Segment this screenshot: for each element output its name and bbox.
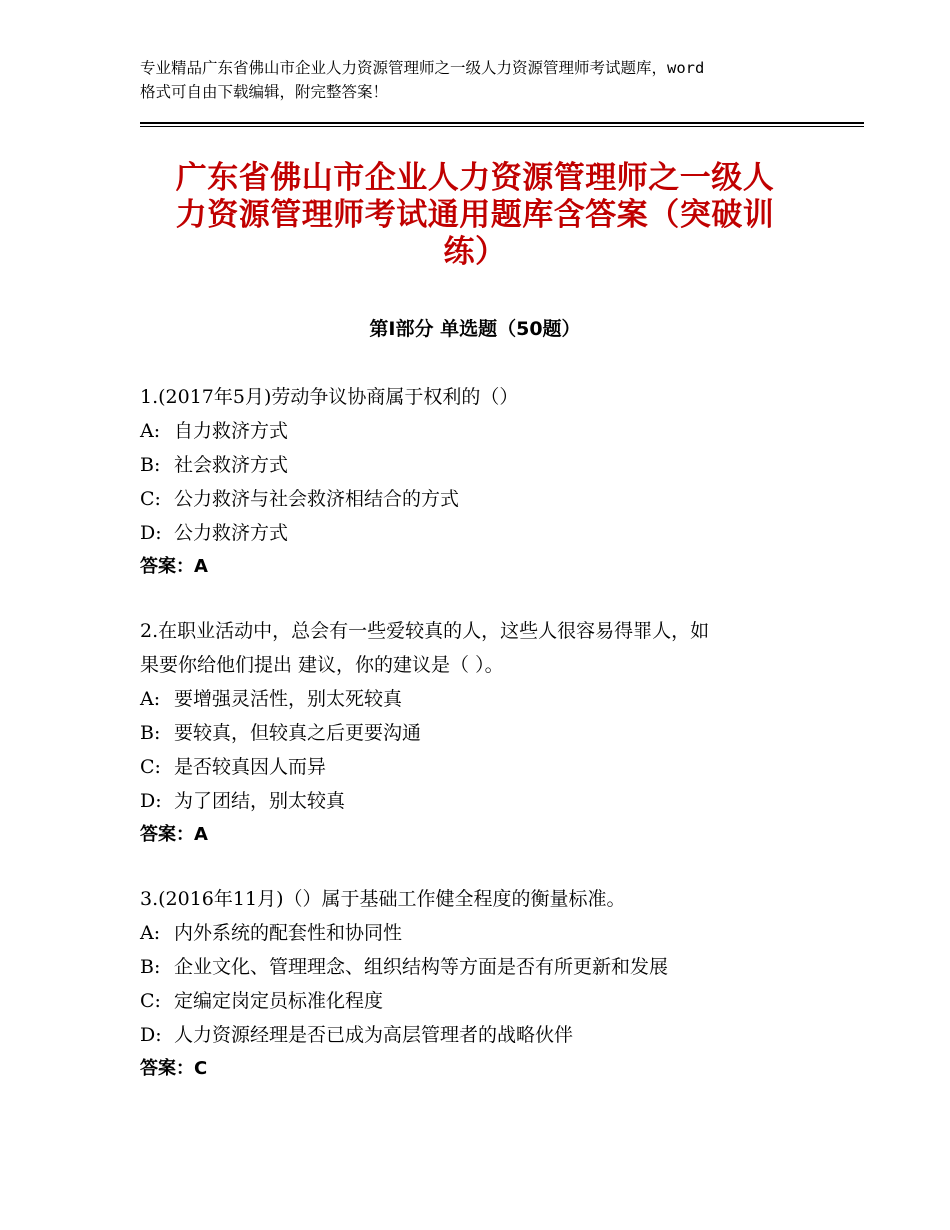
option-letter: D: [140, 522, 162, 544]
option-letter: D: [140, 790, 162, 812]
question-list [140, 380, 820, 1116]
question-2 [140, 614, 820, 852]
option-letter: A: [140, 922, 161, 944]
option-text: 人力资源经理是否已成为高层管理者的战略伙伴 [174, 1024, 574, 1046]
header-note-line-2: 格式可自由下载编辑，附完整答案！ [140, 83, 389, 101]
option-letter: D: [140, 1024, 162, 1046]
option-text: 要较真，但较真之后更要沟通 [174, 722, 422, 744]
question-1-stem: 1.(2017年5月)劳动争议协商属于权利的（） [140, 386, 519, 408]
question-3-option-d [140, 1018, 820, 1052]
option-text: 要增强灵活性，别太死较真 [174, 688, 403, 710]
option-letter: C: [140, 756, 161, 778]
question-3-option-c [140, 984, 820, 1018]
option-letter: A: [140, 688, 161, 710]
question-1-answer: 答案：A [140, 556, 208, 577]
question-2-stem-line-2: 果要你给他们提出 建议，你的建议是（ ）。 [140, 654, 504, 676]
option-text: 自力救济方式 [174, 420, 289, 442]
document-title [130, 160, 820, 271]
document-title-line-1: 广东省佛山市企业人力资源管理师之一级人 [175, 160, 775, 196]
header-divider-thick [140, 122, 864, 124]
question-3-option-a [140, 916, 820, 950]
option-letter: B: [140, 454, 161, 476]
option-text: 是否较真因人而异 [174, 756, 327, 778]
question-1-option-d [140, 516, 820, 550]
question-2-option-a [140, 682, 820, 716]
question-1-option-c [140, 482, 820, 516]
document-title-line-3: 练） [443, 234, 507, 270]
question-3 [140, 882, 820, 1086]
header-note-line-1: 专业精品广东省佛山市企业人力资源管理师之一级人力资源管理师考试题库，word [140, 59, 705, 77]
question-3-answer: 答案：C [140, 1058, 208, 1079]
question-2-stem-line-1: 2.在职业活动中，总会有一些爱较真的人，这些人很容易得罪人，如 [140, 620, 710, 642]
option-letter: C: [140, 488, 161, 510]
option-text: 定编定岗定员标准化程度 [174, 990, 384, 1012]
question-1-option-b [140, 448, 820, 482]
question-2-option-d [140, 784, 820, 818]
option-text: 内外系统的配套性和协同性 [174, 922, 403, 944]
option-letter: B: [140, 956, 161, 978]
question-1 [140, 380, 820, 584]
option-letter: B: [140, 722, 161, 744]
option-text: 社会救济方式 [174, 454, 289, 476]
section-title: 第Ⅰ部分 单选题（50题） [369, 318, 581, 340]
question-3-option-b [140, 950, 820, 984]
document-title-line-2: 力资源管理师考试通用题库含答案（突破训 [175, 197, 775, 233]
option-letter: C: [140, 990, 161, 1012]
option-text: 公力救济方式 [174, 522, 289, 544]
header-note [140, 56, 830, 104]
option-text: 为了团结，别太较真 [174, 790, 346, 812]
question-1-option-a [140, 414, 820, 448]
option-text: 公力救济与社会救济相结合的方式 [174, 488, 460, 510]
question-2-option-c [140, 750, 820, 784]
question-2-answer: 答案：A [140, 824, 208, 845]
header-divider-thin [140, 126, 864, 127]
option-letter: A: [140, 420, 161, 442]
question-2-option-b [140, 716, 820, 750]
option-text: 企业文化、管理理念、组织结构等方面是否有所更新和发展 [174, 956, 669, 978]
question-3-stem: 3.(2016年11月)（）属于基础工作健全程度的衡量标准。 [140, 888, 626, 910]
